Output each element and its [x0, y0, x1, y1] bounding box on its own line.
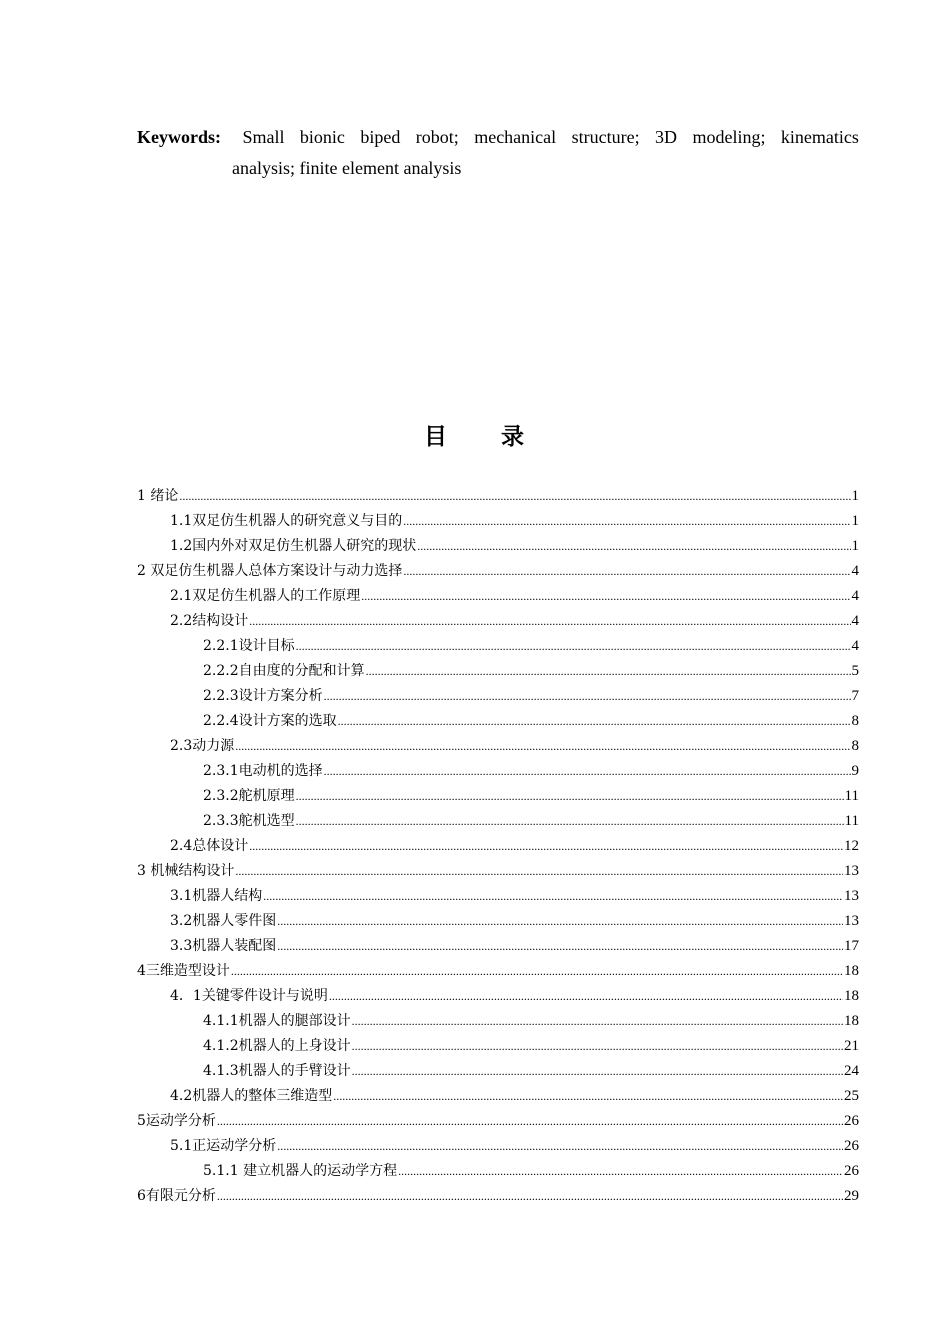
toc-entry-page-number: 11	[844, 788, 859, 804]
toc-entry-page-number: 4	[851, 613, 859, 629]
keyword-word: modeling;	[692, 127, 766, 147]
toc-dot-leader	[296, 634, 851, 659]
toc-entry-title: 6有限元分析	[137, 1188, 216, 1204]
toc-entry-page-number: 1	[851, 488, 859, 504]
toc-dot-leader	[417, 534, 850, 559]
toc-entry-page-number: 13	[844, 913, 859, 929]
keywords-label: Keywords:	[137, 127, 221, 147]
toc-entry[interactable]	[137, 1059, 859, 1084]
table-of-contents	[137, 484, 859, 1209]
toc-dot-leader	[296, 784, 844, 809]
toc-entry[interactable]	[137, 709, 859, 734]
toc-entry-page-number: 7	[851, 688, 859, 704]
keywords-paragraph	[137, 122, 859, 184]
toc-entry-title: 2.2.3设计方案分析	[203, 688, 323, 704]
toc-entry-title: 4三维造型设计	[137, 963, 230, 979]
keyword-word: robot;	[415, 127, 459, 147]
toc-entry-title: 2.2.4设计方案的选取	[203, 713, 337, 729]
toc-entry[interactable]	[137, 1034, 859, 1059]
toc-entry-page-number: 13	[844, 863, 859, 879]
toc-entry[interactable]	[137, 834, 859, 859]
toc-entry-page-number: 29	[844, 1188, 859, 1204]
keyword-word: bionic	[299, 127, 345, 147]
toc-entry-page-number: 5	[851, 663, 859, 679]
toc-entry-title: 2.2.2自由度的分配和计算	[203, 663, 365, 679]
toc-entry[interactable]	[137, 609, 859, 634]
toc-entry-page-number: 17	[844, 938, 859, 954]
toc-entry-title: 2 双足仿生机器人总体方案设计与动力选择	[137, 563, 403, 579]
toc-dot-leader	[263, 884, 843, 909]
toc-entry-page-number: 11	[844, 813, 859, 829]
toc-dot-leader	[338, 709, 851, 734]
toc-entry-page-number: 9	[851, 763, 859, 779]
toc-dot-leader	[231, 959, 843, 984]
toc-entry-title: 2.3动力源	[170, 738, 235, 754]
toc-entry-title: 1.2国内外对双足仿生机器人研究的现状	[170, 538, 417, 554]
toc-title-part-2: 录	[501, 424, 526, 450]
toc-entry-title: 3 机械结构设计	[137, 863, 235, 879]
toc-entry-title: 2.1双足仿生机器人的工作原理	[170, 588, 361, 604]
keyword-word: biped	[360, 127, 401, 147]
toc-dot-leader	[249, 609, 850, 634]
toc-entry-title: 2.3.1电动机的选择	[203, 763, 323, 779]
keyword-word: kinematics	[780, 127, 859, 147]
toc-title	[0, 418, 950, 451]
toc-entry-title: 4.1.3机器人的手臂设计	[203, 1063, 351, 1079]
keyword-word: Small	[242, 127, 285, 147]
toc-entry[interactable]	[137, 759, 859, 784]
toc-entry-page-number: 4	[851, 563, 859, 579]
toc-entry-title: 2.3.3舵机选型	[203, 813, 295, 829]
toc-entry-title: 1 绪论	[137, 488, 179, 504]
toc-dot-leader	[217, 1184, 843, 1209]
toc-dot-leader	[249, 834, 843, 859]
toc-entry-page-number: 1	[851, 513, 859, 529]
toc-dot-leader	[329, 984, 843, 1009]
toc-entry[interactable]	[137, 559, 859, 584]
toc-entry-title: 5.1.1 建立机器人的运动学方程	[203, 1163, 398, 1179]
toc-entry-page-number: 26	[844, 1138, 859, 1154]
toc-dot-leader	[235, 859, 843, 884]
toc-entry-title: 4.1.1机器人的腿部设计	[203, 1013, 351, 1029]
toc-entry-title: 2.4总体设计	[170, 838, 249, 854]
toc-entry-title: 3.3机器人装配图	[170, 938, 277, 954]
toc-entry-page-number: 25	[844, 1088, 859, 1104]
toc-dot-leader	[277, 1134, 843, 1159]
toc-dot-leader	[277, 934, 843, 959]
keywords-line-1	[137, 122, 859, 153]
toc-dot-leader	[296, 809, 844, 834]
toc-entry-page-number: 8	[851, 713, 859, 729]
toc-entry-page-number: 4	[851, 638, 859, 654]
toc-entry-page-number: 18	[844, 963, 859, 979]
toc-entry-page-number: 13	[844, 888, 859, 904]
toc-entry[interactable]	[137, 684, 859, 709]
toc-entry[interactable]	[137, 1109, 859, 1134]
toc-entry-title: 4.1.2机器人的上身设计	[203, 1038, 351, 1054]
toc-entry[interactable]	[137, 1159, 859, 1184]
toc-dot-leader	[403, 509, 850, 534]
toc-dot-leader	[235, 734, 850, 759]
toc-entry-page-number: 26	[844, 1163, 859, 1179]
toc-title-part-1: 目	[424, 424, 449, 450]
toc-entry-title: 4.2机器人的整体三维造型	[170, 1088, 333, 1104]
toc-entry[interactable]	[137, 784, 859, 809]
toc-entry[interactable]	[137, 584, 859, 609]
keyword-word: 3D	[655, 127, 678, 147]
toc-entry-page-number: 21	[844, 1038, 859, 1054]
toc-entry[interactable]	[137, 634, 859, 659]
toc-entry[interactable]	[137, 1009, 859, 1034]
toc-dot-leader	[366, 659, 851, 684]
toc-entry[interactable]	[137, 659, 859, 684]
toc-entry-title: 2.2.1设计目标	[203, 638, 295, 654]
toc-entry[interactable]	[137, 484, 859, 509]
toc-entry[interactable]	[137, 859, 859, 884]
keyword-word: mechanical	[474, 127, 557, 147]
toc-dot-leader	[361, 584, 850, 609]
keyword-word: structure;	[571, 127, 640, 147]
toc-entry[interactable]	[137, 534, 859, 559]
toc-dot-leader	[352, 1059, 843, 1084]
toc-entry-page-number: 12	[844, 838, 859, 854]
toc-entry[interactable]	[137, 734, 859, 759]
toc-entry[interactable]	[137, 959, 859, 984]
toc-dot-leader	[333, 1084, 843, 1109]
toc-entry[interactable]	[137, 1184, 859, 1209]
toc-dot-leader	[217, 1109, 843, 1134]
toc-dot-leader	[324, 759, 851, 784]
toc-entry[interactable]	[137, 984, 859, 1009]
toc-entry-title: 5运动学分析	[137, 1113, 216, 1129]
toc-entry-title: 1.1双足仿生机器人的研究意义与目的	[170, 513, 403, 529]
toc-dot-leader	[403, 559, 850, 584]
toc-dot-leader	[352, 1034, 843, 1059]
toc-entry[interactable]	[137, 1084, 859, 1109]
toc-entry-title: 4．1关键零件设计与说明	[170, 988, 328, 1004]
toc-entry-title: 3.1机器人结构	[170, 888, 263, 904]
toc-entry-page-number: 4	[851, 588, 859, 604]
keywords-line-2: analysis; finite element analysis	[232, 158, 462, 178]
toc-entry-title: 3.2机器人零件图	[170, 913, 277, 929]
toc-entry[interactable]	[137, 934, 859, 959]
toc-entry[interactable]	[137, 909, 859, 934]
toc-dot-leader	[398, 1159, 843, 1184]
toc-entry-title: 2.2结构设计	[170, 613, 249, 629]
toc-entry-page-number: 18	[844, 988, 859, 1004]
toc-dot-leader	[324, 684, 851, 709]
toc-entry[interactable]	[137, 809, 859, 834]
toc-dot-leader	[277, 909, 843, 934]
toc-entry-page-number: 24	[844, 1063, 859, 1079]
toc-dot-leader	[179, 484, 850, 509]
toc-entry-page-number: 26	[844, 1113, 859, 1129]
toc-entry-page-number: 18	[844, 1013, 859, 1029]
toc-entry[interactable]	[137, 884, 859, 909]
toc-entry-title: 5.1正运动学分析	[170, 1138, 277, 1154]
toc-entry-page-number: 8	[851, 738, 859, 754]
toc-dot-leader	[352, 1009, 843, 1034]
toc-entry-page-number: 1	[851, 538, 859, 554]
toc-entry-title: 2.3.2舵机原理	[203, 788, 295, 804]
toc-entry[interactable]	[137, 509, 859, 534]
toc-entry[interactable]	[137, 1134, 859, 1159]
